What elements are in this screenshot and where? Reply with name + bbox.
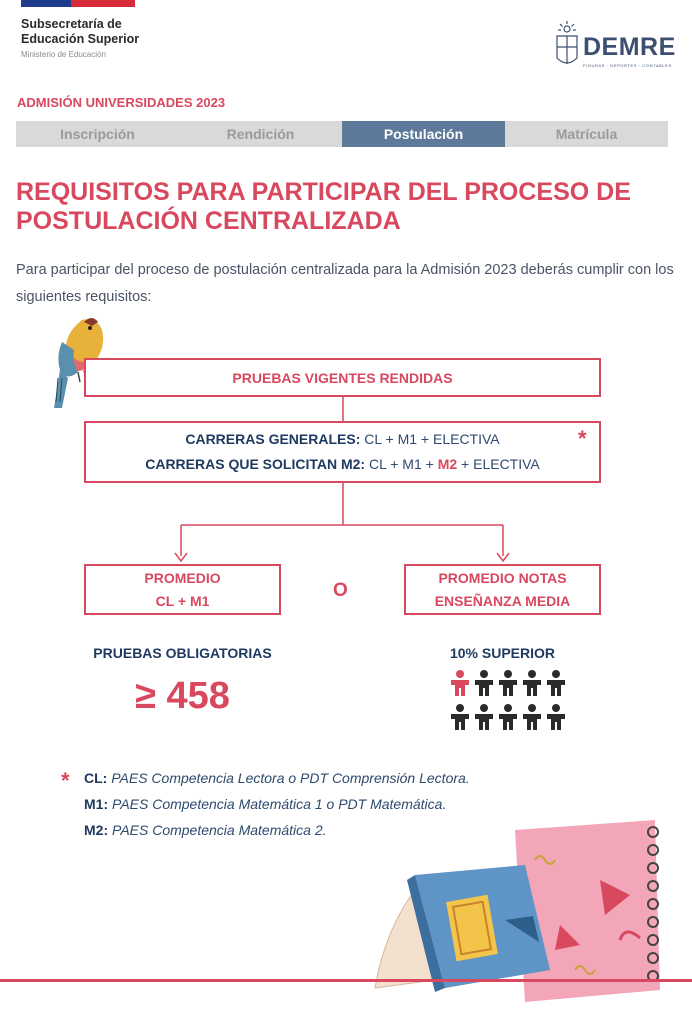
person-icon [547, 670, 565, 696]
promedio-line1: PROMEDIO [144, 569, 221, 586]
footnote-m2 [84, 822, 327, 838]
stage-inscripcion: Inscripción [16, 121, 179, 147]
page-title: REQUISITOS PARA PARTICIPAR DEL PROCESO DE POSTULACIÓN CENTRALIZADA [16, 178, 631, 235]
stage-matricula: Matrícula [505, 121, 668, 147]
notas-box [404, 564, 601, 615]
pruebas-vigentes-box: PRUEBAS VIGENTES RENDIDAS [84, 358, 601, 397]
carreras-generales-line [86, 431, 599, 447]
bottom-divider [0, 979, 692, 982]
org-name-line1: Subsecretaría de [21, 17, 122, 31]
demre-logo-subtext: FIGURAS · DEPORTES · CONTABLES [583, 63, 672, 68]
demre-logo-text: DEMRE [583, 33, 676, 61]
carreras-box [84, 421, 601, 483]
carreras-m2-line [86, 456, 599, 472]
footnote-m1-label: M1: [84, 796, 109, 812]
footnote-m1 [84, 796, 446, 812]
carreras-m2-highlight: M2 [437, 456, 458, 472]
intro-text: Para participar del proceso de postulación centralizada para la Admisión 2023 deberás cumplir con los siguientes requisitos: [16, 262, 674, 305]
ministry-label: Ministerio de Educación [21, 50, 106, 59]
flag-stripe-red [71, 0, 135, 7]
footnote-cl-text: PAES Competencia Lectora o PDT Comprensión Lectora. [107, 770, 470, 786]
person-icon [499, 704, 517, 730]
demre-emblem-icon [554, 20, 580, 72]
footnote-m2-label: M2: [84, 822, 109, 838]
stage-bar [16, 121, 668, 147]
carreras-m2-post: + ELECTIVA [457, 456, 540, 472]
notas-line1: PROMEDIO NOTAS [438, 569, 567, 586]
promedio-box [84, 564, 281, 615]
person-icon [523, 670, 541, 696]
carreras-generales-value: CL + M1 + ELECTIVA [360, 431, 500, 447]
person-icon [451, 704, 469, 730]
carreras-m2-label: CARRERAS QUE SOLICITAN M2: [145, 456, 366, 472]
stage-postulacion: Postulación [342, 121, 505, 147]
flag-stripe-blue [21, 0, 71, 7]
carreras-generales-label: CARRERAS GENERALES: [185, 431, 361, 447]
notas-line2: ENSEÑANZA MEDIA [434, 592, 571, 609]
person-icon [475, 704, 493, 730]
promedio-line2: CL + M1 [155, 592, 210, 609]
or-label: O [333, 580, 348, 601]
person-icon [547, 704, 565, 730]
pruebas-obligatorias-label: PRUEBAS OBLIGATORIAS [93, 645, 272, 661]
books-illustration-icon [355, 820, 692, 1024]
person-icon [499, 670, 517, 696]
stage-rendicion: Rendición [179, 121, 342, 147]
people-pictogram [450, 668, 570, 732]
carreras-m2-pre: CL + M1 + [365, 456, 438, 472]
carreras-asterisk: * [578, 426, 587, 451]
footnote-m2-text: PAES Competencia Matemática 2. [108, 822, 327, 838]
person-icon [523, 704, 541, 730]
org-name-line2: Educación Superior [21, 32, 140, 46]
superior-label: 10% SUPERIOR [449, 645, 556, 661]
person-icon [475, 670, 493, 696]
footnote-asterisk: * [61, 768, 70, 793]
footnote-m1-text: PAES Competencia Matemática 1 o PDT Matemática. [108, 796, 447, 812]
footnote-cl-label: CL: [84, 770, 108, 786]
person-icon [451, 670, 469, 696]
footnote-cl [84, 770, 470, 786]
score-threshold: ≥ 458 [135, 675, 230, 717]
admission-heading: ADMISIÓN UNIVERSIDADES 2023 [17, 95, 226, 110]
